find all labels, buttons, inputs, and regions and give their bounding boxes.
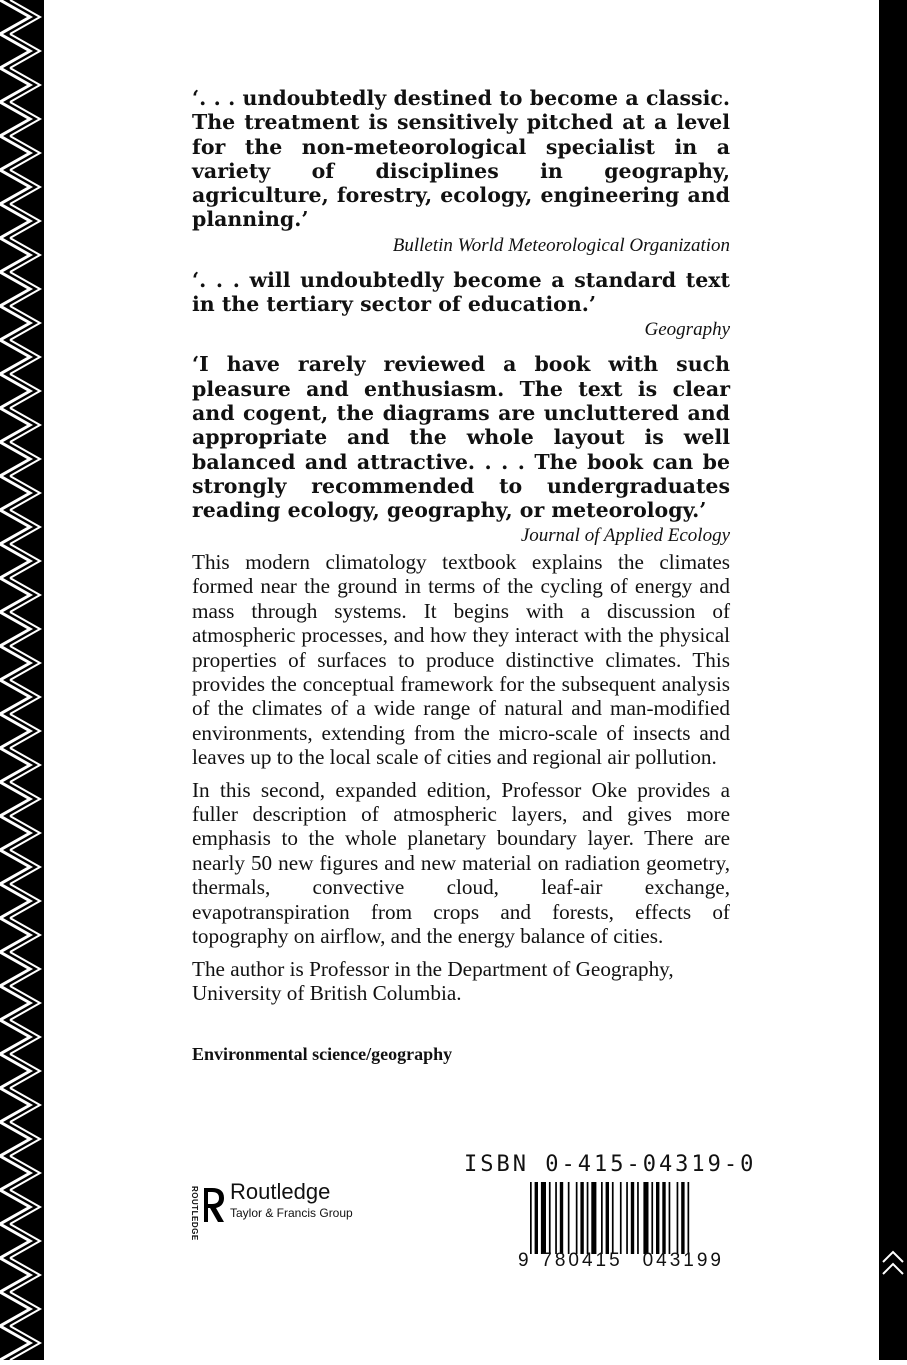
routledge-logo-icon bbox=[190, 1180, 226, 1241]
quote-text: ‘I have rarely reviewed a book with such pleasure and enthusiasm. The text is clear and cogent, the diagrams are uncluttered and appropriate and the whole layout is well balanced and attractive. . . . The book can be strongly recommended to undergraduates reading ecology, geography, or meteorology.’ bbox=[192, 352, 730, 523]
barcode-lead-digit: 9 bbox=[518, 1250, 529, 1271]
barcode-bar bbox=[601, 1182, 603, 1254]
barcode bbox=[530, 1182, 726, 1254]
review-quote bbox=[192, 86, 730, 258]
author-bio: The author is Professor in the Department of Geography, University of British Columbia. bbox=[192, 956, 674, 1005]
barcode-bar bbox=[643, 1182, 648, 1254]
barcode-bar bbox=[555, 1182, 557, 1254]
decorative-corner bbox=[879, 1248, 907, 1360]
barcode-bar bbox=[677, 1182, 679, 1254]
subject-category: Environmental science/geography bbox=[192, 1044, 453, 1064]
barcode-bar bbox=[568, 1182, 570, 1254]
barcode-bar bbox=[688, 1182, 690, 1254]
barcode-bar bbox=[576, 1182, 578, 1254]
barcode-left-digits: 780415 bbox=[541, 1250, 623, 1271]
publisher-logo bbox=[190, 1179, 353, 1241]
barcode-bar bbox=[606, 1182, 609, 1254]
publisher-vertical-text: ROUTLEDGE bbox=[190, 1186, 199, 1241]
barcode-bar bbox=[662, 1182, 665, 1254]
barcode-bar bbox=[530, 1182, 532, 1254]
barcode-bar bbox=[626, 1182, 628, 1254]
barcode-bar bbox=[612, 1182, 614, 1254]
barcode-bar bbox=[541, 1182, 546, 1254]
quote-text: ‘. . . undoubtedly destined to become a classic. The treatment is sensitively pitched at a level for the non-meteorological specialist in a variety of disciplines in geography, agriculture, forestry, ecology, engineering and planning.’ bbox=[192, 86, 730, 232]
barcode-bar bbox=[560, 1182, 563, 1254]
barcode-bar bbox=[549, 1182, 551, 1254]
review-quote bbox=[192, 352, 730, 548]
barcode-bar bbox=[637, 1182, 639, 1254]
description-paragraph: In this second, expanded edition, Professor Oke provides a fuller description of atmospheric layers, and gives more emphasis to the whole planetary boundary layer. There are nearly 50 new figures and new material on radiation geometry, thermals, convective cloud, leaf-air exchange, evapotranspiration from crops and forests, effects of topography on airflow, and the energy balance of cities. bbox=[192, 777, 730, 949]
review-quote bbox=[192, 268, 730, 343]
review-quotes bbox=[192, 86, 730, 548]
publisher-group: Taylor & Francis Group bbox=[230, 1206, 353, 1220]
quote-text: ‘. . . will undoubtedly become a standard text in the tertiary sector of education.’ bbox=[192, 267, 730, 317]
decorative-border-left bbox=[0, 0, 44, 1360]
barcode-bar bbox=[620, 1182, 622, 1254]
barcode-bar bbox=[681, 1182, 684, 1254]
barcode-bar bbox=[631, 1182, 634, 1254]
barcode-bar bbox=[591, 1182, 596, 1254]
description-paragraph: This modern climatology textbook explains the climates formed near the ground in terms of the cycling of energy and mass through systems. It begins with a discussion of atmospheric processes, and how they interact with the physical properties of surfaces to produce distinctive climates. This provides the conceptual framework for the subsequent analysis of the climates of a wide range of natural and man-modified environments, extending from the micro-scale of insects and leaves up to the local scale of cities and regional air pollution. bbox=[192, 550, 730, 770]
barcode-right-digits: 043199 bbox=[642, 1250, 724, 1271]
quote-source: Bulletin World Meteorological Organization bbox=[392, 234, 730, 256]
quote-source: Journal of Applied Ecology bbox=[520, 525, 730, 547]
barcode-bar bbox=[535, 1182, 538, 1254]
barcode-digits bbox=[518, 1250, 724, 1272]
barcode-bar bbox=[669, 1182, 671, 1254]
decorative-border-right bbox=[879, 0, 907, 1248]
isbn-text: ISBN 0-415-04319-0 bbox=[464, 1152, 757, 1177]
barcode-bar bbox=[587, 1182, 589, 1254]
barcode-bar bbox=[656, 1182, 659, 1254]
quote-source: Geography bbox=[644, 319, 730, 341]
book-description bbox=[192, 550, 730, 1013]
barcode-bar bbox=[651, 1182, 653, 1254]
barcode-bar bbox=[580, 1182, 583, 1254]
publisher-name: Routledge bbox=[230, 1179, 331, 1204]
